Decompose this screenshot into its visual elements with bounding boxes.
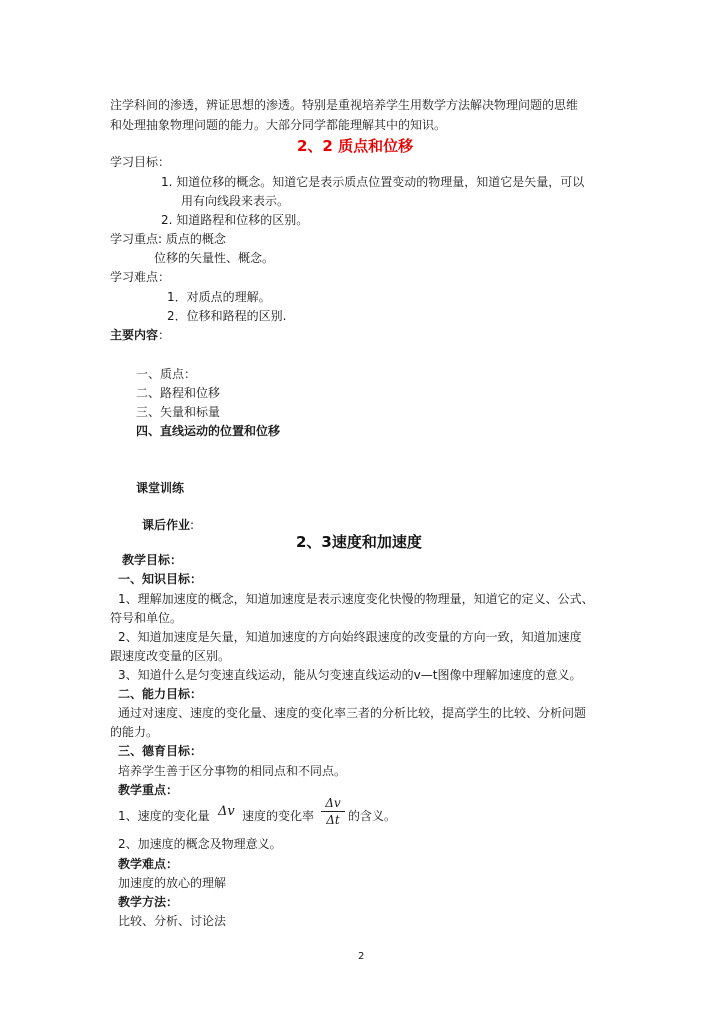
intro-line-1: 注学科间的渗透，辨证思想的渗透。特别是重视培养学生用数学方法解决物理问题的思维 [110,98,579,112]
ability-1-line-b: 的能力。 [110,725,159,739]
key-point-1-suffix: 的含义。 [348,809,397,823]
moral-goals-label: 三、德育目标： [118,744,203,758]
fraction-denominator: Δt [326,813,340,827]
key-point-2: 2、加速度的概念及物理意义。 [118,837,282,851]
goal-1-line-b: 用有向线段来表示。 [181,194,290,208]
section-2-3-title: 2、3速度和加速度 [296,533,422,551]
learning-focus: 学习重点: 质点的概念 [110,232,226,246]
main-content-colon: ： [158,328,171,342]
delta-v-symbol: Δv [218,804,235,819]
page-number: 2 [358,951,365,962]
knowledge-1-line-b: 符号和单位。 [110,611,183,625]
knowledge-1-line-a: 1、理解加速度的概念，知道加速度是表示速度变化快慢的物理量，知道它的定义、公式、 [118,592,594,606]
learning-goals-label: 学习目标： [110,155,171,169]
content-item-3: 三、矢量和标量 [136,405,221,419]
key-point-1-prefix: 1、速度的变化量 [118,809,210,823]
content-item-4: 四、直线运动的位置和位移 [136,424,281,438]
difficulty-item: 加速度的放心的理解 [118,876,227,890]
difficulty-2: 2．位移和路程的区别. [167,309,287,323]
main-content-label [110,327,170,343]
ability-goals-label: 二、能力目标： [118,687,203,701]
ability-1-line-a: 通过对速度、速度的变化量、速度的变化率三者的分析比较，提高学生的比较、分析问题 [118,706,587,720]
knowledge-2-line-b: 跟速度改变量的区别。 [110,649,231,663]
homework-heading [142,517,194,533]
intro-line-2: 和处理抽象物理问题的能力。大部分同学都能理解其中的知识。 [110,118,447,132]
main-content-text: 主要内容 [110,328,159,342]
section-2-2-title: 2、2 质点和位移 [297,137,414,155]
moral-1: 培养学生善于区分事物的相同点和不同点。 [118,764,347,778]
fraction-bar [321,811,345,812]
key-points-label: 教学重点： [118,783,179,797]
key-point-1-mid: 速度的变化率 [242,809,315,823]
goal-2: 2. 知道路程和位移的区别。 [161,213,309,227]
rate-fraction [321,796,345,827]
difficulties-label: 教学难点： [118,857,179,871]
knowledge-goals-label: 一、知识目标： [118,572,203,586]
knowledge-3: 3、知道什么是匀变速直线运动，能从匀变速直线运动的v—t图像中理解加速度的意义。 [118,668,582,682]
homework-text: 课后作业 [142,518,191,532]
learning-focus-2: 位移的矢量性、概念。 [154,251,275,265]
homework-colon: : [190,518,195,532]
fraction-numerator: Δv [325,796,341,810]
knowledge-2-line-a: 2、知道加速度是矢量，知道加速度的方向始终跟速度的改变量的方向一致，知道加速度 [118,630,582,644]
class-training-heading: 课堂训练 [136,481,185,495]
methods-label: 教学方法： [118,895,179,909]
content-item-1: 一、质点： [136,367,197,381]
content-item-2: 二、路程和位移 [136,386,221,400]
goal-1-line-a: 1. 知道位移的概念。知道它是表示质点位置变动的物理量，知道它是矢量，可以 [161,175,585,189]
teaching-goals-label: 教学目标： [122,553,183,567]
methods-item: 比较、分析、讨论法 [118,914,227,928]
difficulty-1: 1．对质点的理解。 [167,290,271,304]
learning-difficulty-label: 学习难点： [110,270,171,284]
